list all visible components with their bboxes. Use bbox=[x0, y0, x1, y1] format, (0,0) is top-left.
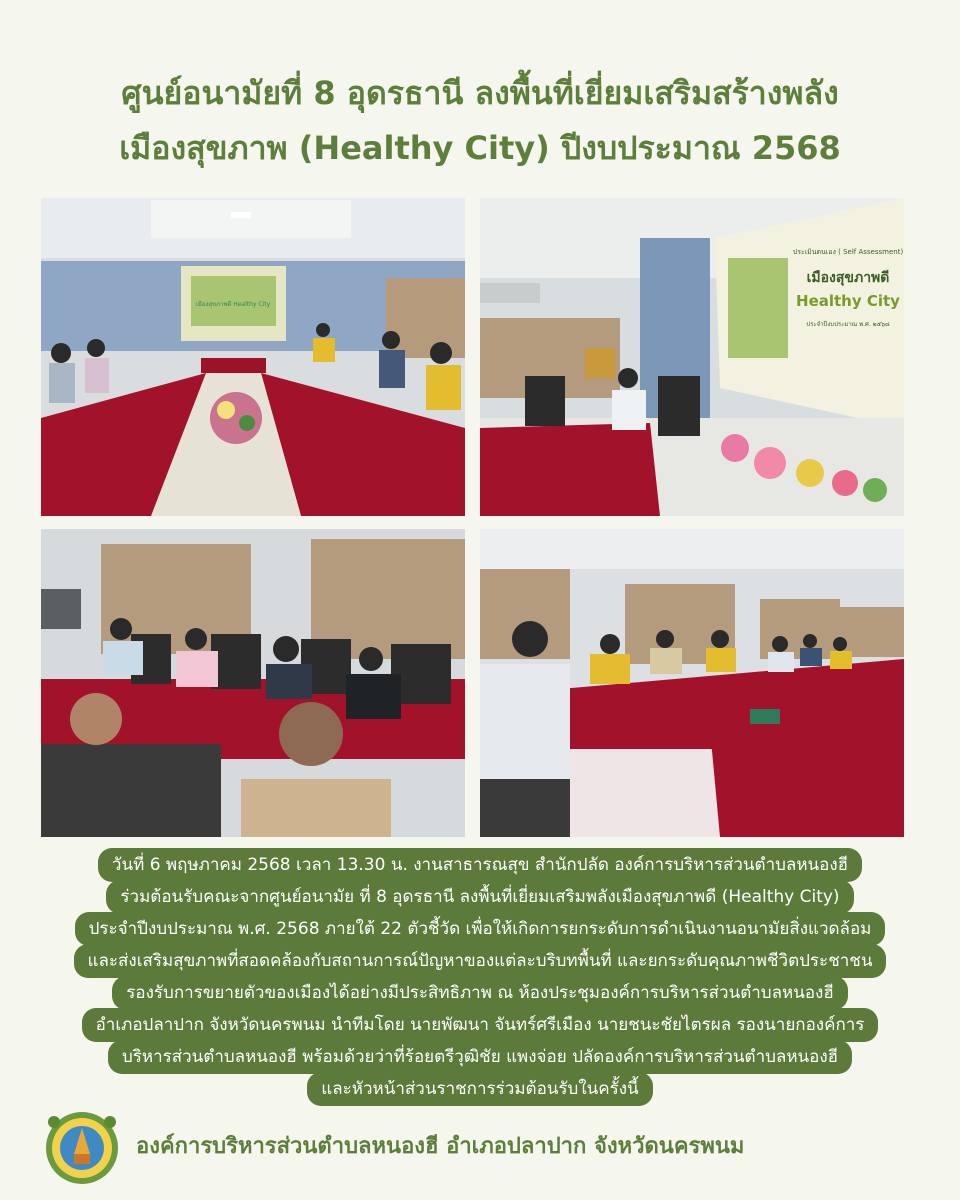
title-line-2: เมืองสุขภาพ (Healthy City) ปีงบประมาณ 2568 bbox=[119, 129, 841, 167]
caption-line-2: ร่วมต้อนรับคณะจากศูนย์อนามัย ที่ 8 อุดรธานี ลงพื้นที่เยี่ยมเสริมพลังเมืองสุขภาพดี (Healthy City) bbox=[106, 880, 853, 914]
org-logo bbox=[40, 1104, 124, 1188]
screen-year-text: ประจำปีงบประมาณ พ.ศ. ๒๕๖๘ bbox=[806, 321, 890, 328]
caption-block bbox=[24, 848, 936, 1104]
screen-top-text: ประเมินตนเอง ( Self Assessment) bbox=[792, 248, 904, 256]
screen-label: เมืองสุขภาพดี Healthy City bbox=[195, 301, 271, 308]
page-title bbox=[0, 66, 960, 176]
screen-brand-text: Healthy City bbox=[796, 292, 900, 310]
meeting-photo-3 bbox=[41, 529, 465, 837]
caption-line-3: ประจำปีงบประมาณ พ.ศ. 2568 ภายใต้ 22 ตัวชี้วัด เพื่อให้เกิดการยกระดับการดำเนินงานอนามัยสิ่งแวดล้อม bbox=[75, 912, 886, 946]
caption-line-1: วันที่ 6 พฤษภาคม 2568 เวลา 13.30 น. งานสาธารณสุข สำนักปลัด องค์การบริหารส่วนตำบลหนองฮี bbox=[98, 848, 862, 882]
caption-line-8: และหัวหน้าส่วนราชการร่วมต้อนรับในครั้งนี้ bbox=[307, 1072, 652, 1106]
meeting-photo-4 bbox=[480, 529, 904, 837]
caption-line-6: อำเภอปลาปาก จังหวัดนครพนม นำทีมโดย นายพัฒนา จันทร์ศรีเมือง นายชนะชัยไตรผล รองนายกองค์การ bbox=[82, 1008, 879, 1042]
title-line-1: ศูนย์อนามัยที่ 8 อุดรธานี ลงพื้นที่เยี่ยมเสริมสร้างพลัง bbox=[121, 74, 839, 112]
meeting-photo-2 bbox=[480, 198, 904, 516]
meeting-photo-1 bbox=[41, 198, 465, 516]
caption-line-4: และส่งเสริมสุขภาพที่สอดคล้องกับสถานการณ์ปัญหาของแต่ละบริบทพื้นที่ และยกระดับคุณภาพชีวิตประชาชน bbox=[74, 944, 887, 978]
screen-main-text: เมืองสุขภาพดี bbox=[806, 270, 890, 286]
caption-line-7: บริหารส่วนตำบลหนองฮี พร้อมด้วยว่าที่ร้อยตรีวุฒิชัย แพงจ่อย ปลัดองค์การบริหารส่วนตำบลหนองฮี bbox=[108, 1040, 852, 1074]
caption-line-5: รองรับการขยายตัวของเมืองได้อย่างมีประสิทธิภาพ ณ ห้องประชุมองค์การบริหารส่วนตำบลหนองฮี bbox=[112, 976, 847, 1010]
org-name: องค์การบริหารส่วนตำบลหนองฮี อำเภอปลาปาก จังหวัดนครพนม bbox=[136, 1134, 745, 1159]
